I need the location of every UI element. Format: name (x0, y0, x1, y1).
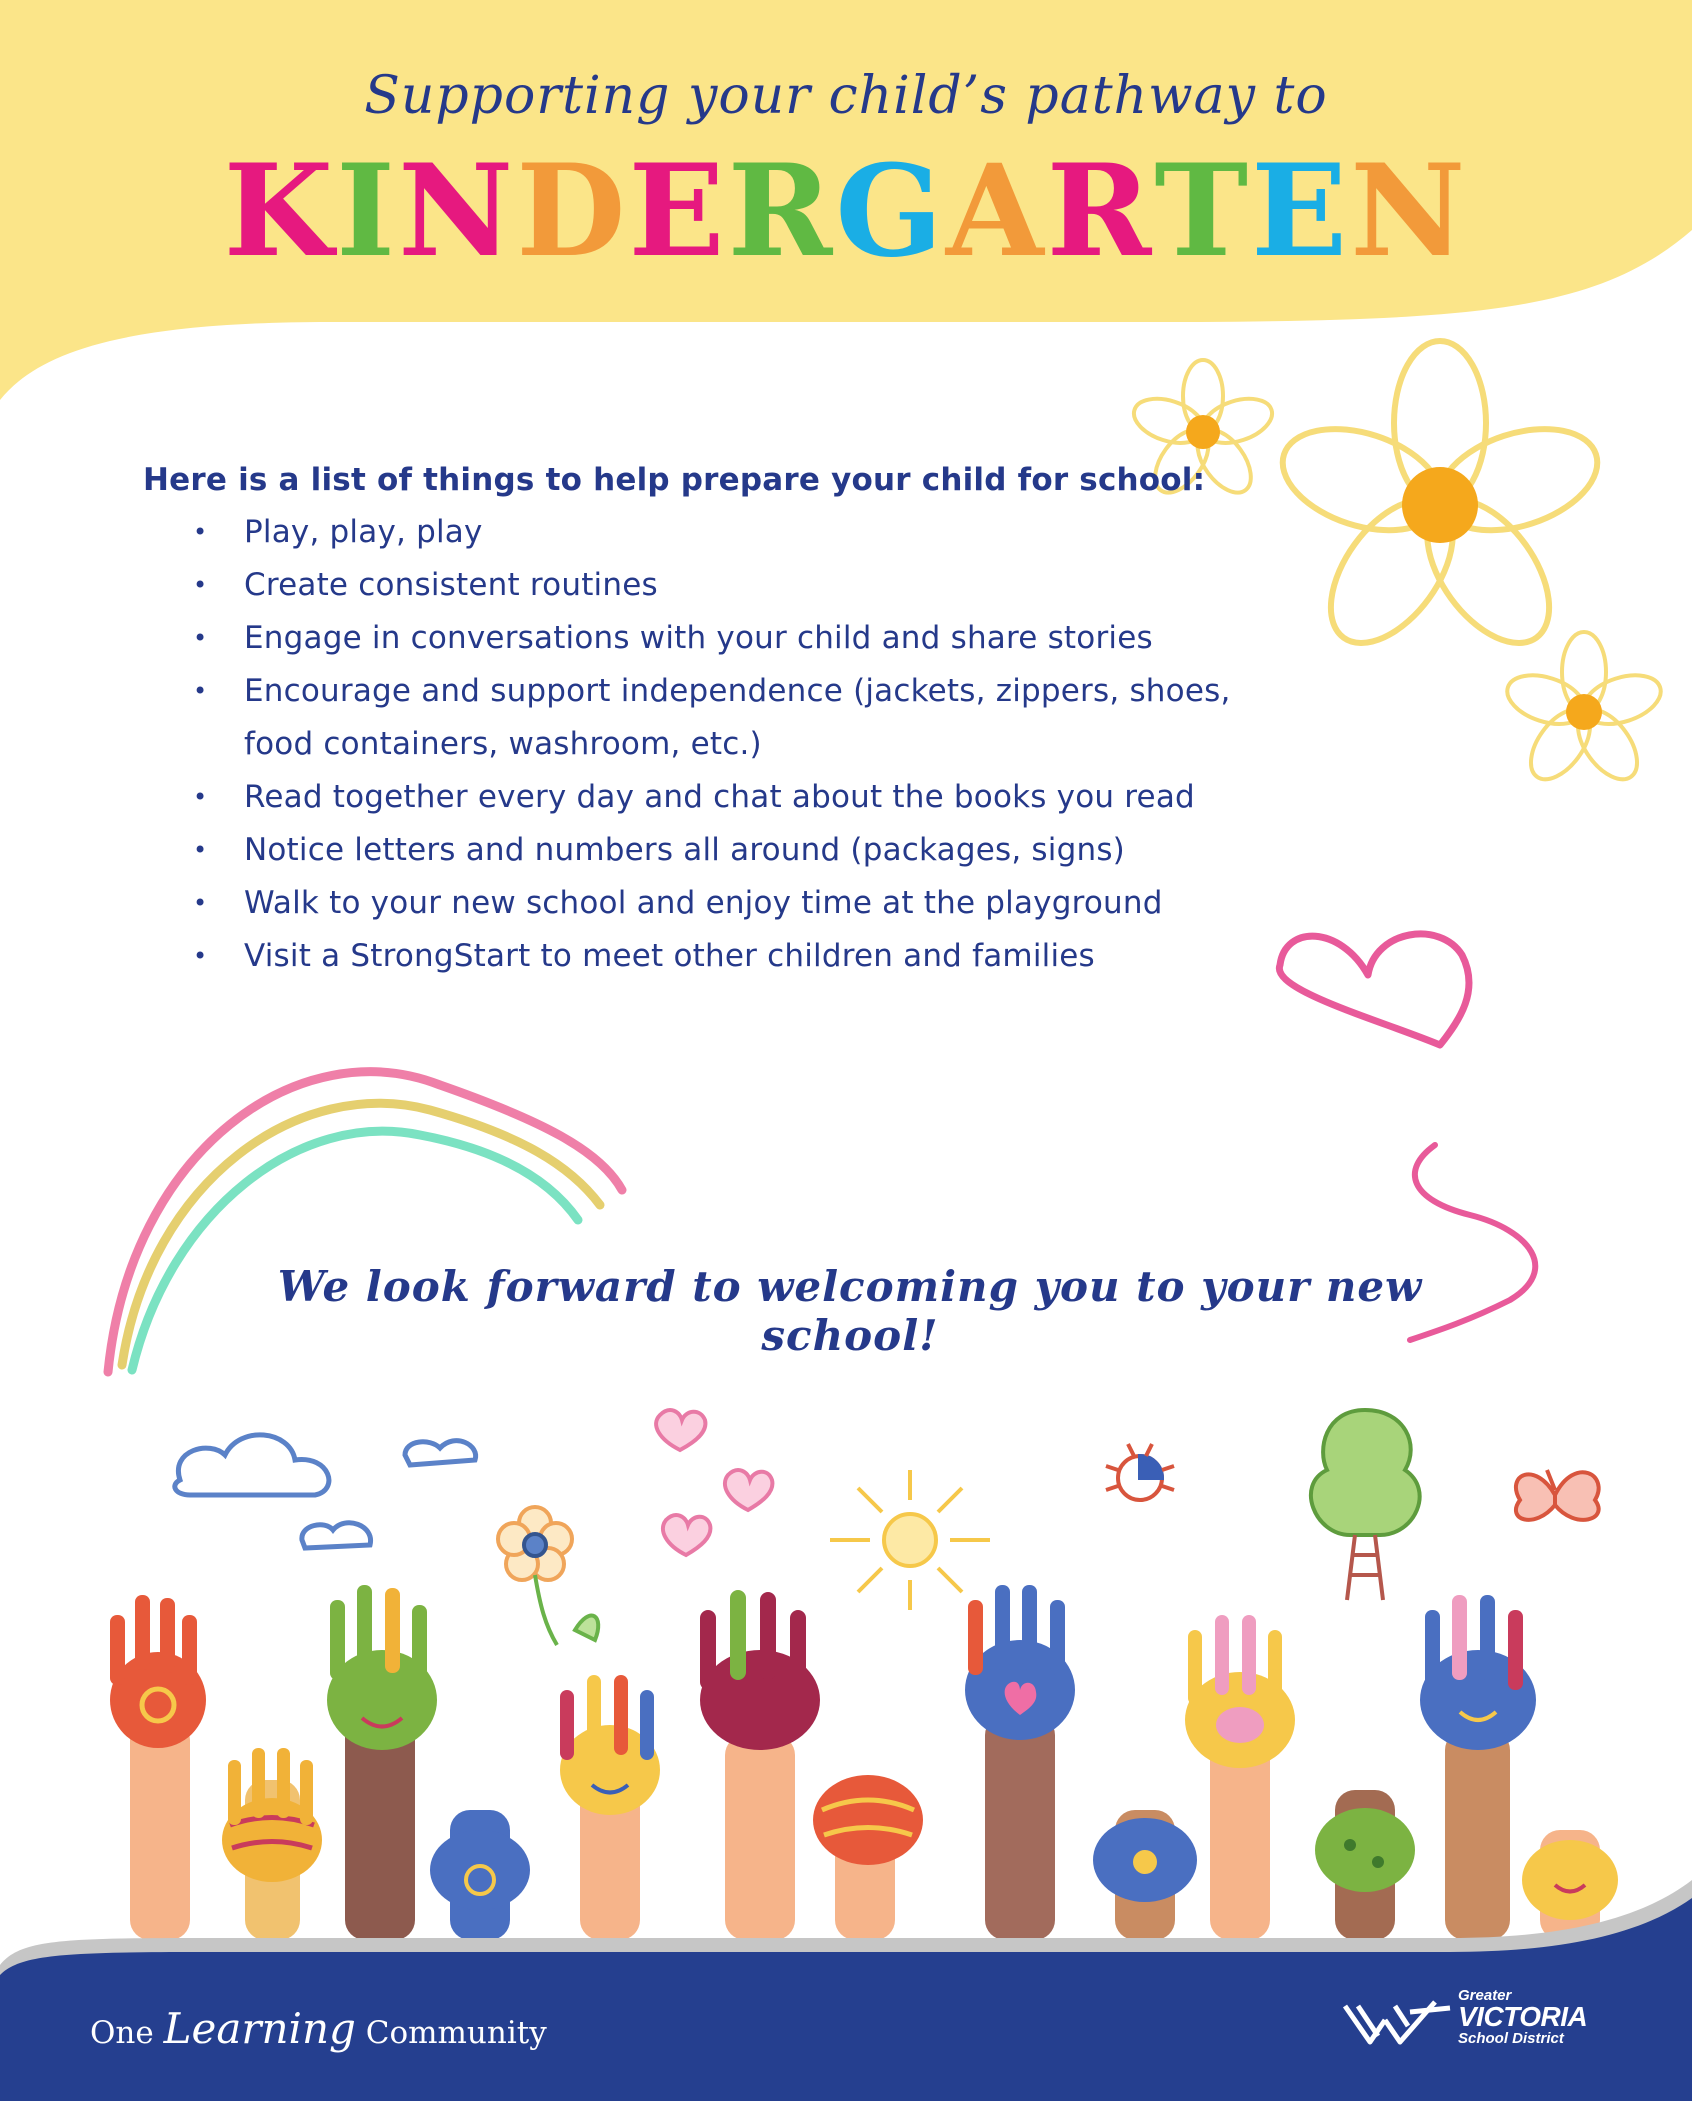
list-item-text: food containers, washroom, etc.) (244, 726, 762, 762)
title-letter: N (398, 137, 517, 285)
list-item-text: Engage in conversations with your child and share stories (244, 620, 1153, 656)
bullet-icon: • (193, 942, 208, 970)
bullet-icon: • (193, 624, 208, 652)
footer-tagline (90, 2004, 547, 2053)
cloud-icon (175, 1435, 476, 1548)
list-item (143, 930, 1293, 983)
tree-icon (1311, 1410, 1420, 1600)
preparation-checklist (143, 462, 1293, 983)
list-item (143, 824, 1293, 877)
bullet-icon: • (193, 518, 208, 546)
flower-medium-icon (1501, 632, 1667, 790)
list-item (143, 506, 1293, 559)
doodle-flower-icon (498, 1507, 598, 1645)
list-item-text: Visit a StrongStart to meet other children and families (244, 938, 1095, 974)
painted-hands-illustration (110, 1585, 1618, 1940)
sun-icon (830, 1470, 990, 1610)
list-item-text: Create consistent routines (244, 567, 658, 603)
logo-text (1458, 1988, 1587, 2046)
list-item-text: Encourage and support independence (jackets, zippers, shoes, (244, 673, 1231, 709)
logo-line-3: School District (1458, 2030, 1564, 2047)
small-hearts-icon (656, 1410, 772, 1555)
list-item-text: Notice letters and numbers all around (packages, signs) (244, 832, 1125, 868)
list-item (143, 665, 1293, 718)
list-item-continuation (143, 718, 1293, 771)
tagline-pre: One (90, 2015, 154, 2051)
list-item-text: Play, play, play (244, 514, 483, 550)
title-letter: G (835, 137, 946, 285)
list-item (143, 559, 1293, 612)
list-item (143, 877, 1293, 930)
list-item-text: Read together every day and chat about the books you read (244, 779, 1195, 815)
title-letter: K (223, 137, 337, 285)
bullet-icon: • (193, 889, 208, 917)
header-subtitle: Supporting your child’s pathway to (364, 66, 1328, 126)
logo-line-1: Greater (1458, 1987, 1512, 2004)
bullet-icon: • (193, 783, 208, 811)
title-letter: R (727, 137, 836, 285)
title-letter: D (516, 137, 629, 285)
school-district-logo (1340, 1988, 1590, 2058)
tagline-post: Community (365, 2015, 547, 2051)
list-item-text: Walk to your new school and enjoy time at the playground (244, 885, 1163, 921)
logo-wings-icon (1340, 1994, 1455, 2054)
bullet-icon: • (193, 571, 208, 599)
logo-line-2: VICTORIA (1458, 2001, 1588, 2032)
title-letter: N (1350, 137, 1469, 285)
welcome-message: We look forward to welcoming you to your new school! (277, 1262, 1423, 1360)
title-letter: A (945, 137, 1047, 285)
checklist-items (143, 506, 1293, 983)
list-item (143, 612, 1293, 665)
kindergarten-title (0, 137, 1692, 285)
bullet-icon: • (193, 677, 208, 705)
ladybug-icon (1106, 1444, 1174, 1500)
title-letter: E (628, 137, 728, 285)
title-letter: E (1251, 137, 1351, 285)
title-letter: I (336, 137, 399, 285)
tagline-emphasis: Learning (163, 2004, 356, 2053)
heart-outline-icon (1279, 934, 1469, 1045)
bullet-icon: • (193, 836, 208, 864)
butterfly-icon (1516, 1470, 1599, 1520)
title-letter: R (1046, 137, 1155, 285)
list-item (143, 771, 1293, 824)
flower-large-icon (1270, 341, 1610, 665)
checklist-intro: Here is a list of things to help prepare your child for school: (143, 462, 1206, 498)
title-letter: T (1154, 137, 1252, 285)
